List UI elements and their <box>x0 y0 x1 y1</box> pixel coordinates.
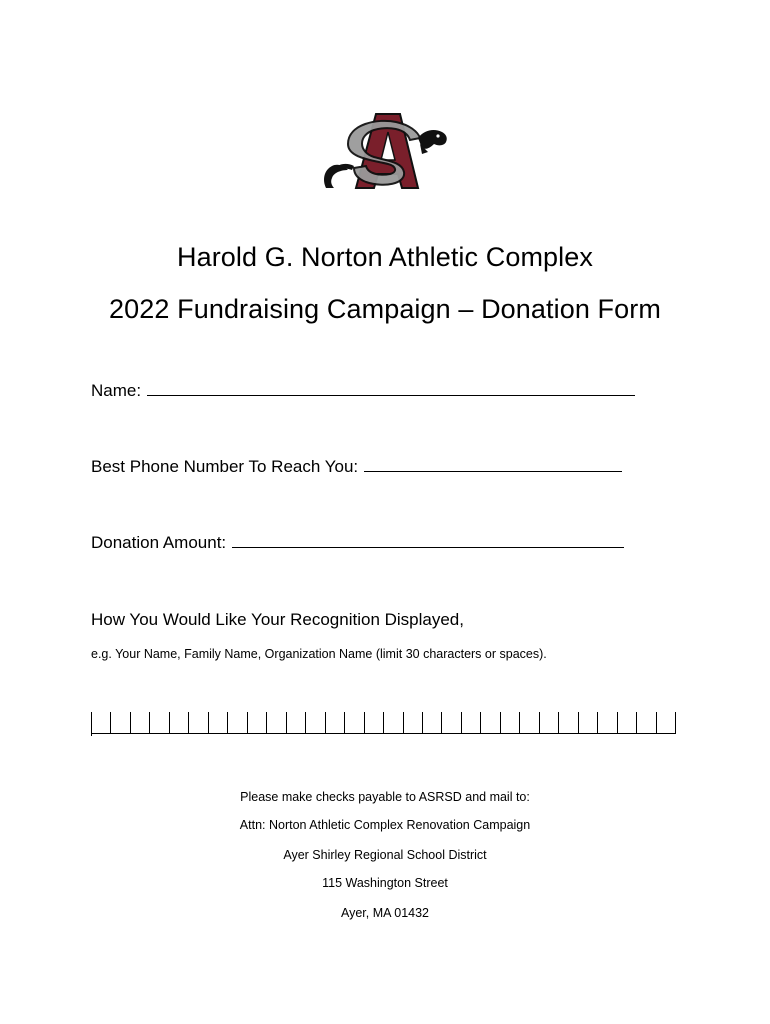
page-title-line2: 2022 Fundraising Campaign – Donation Form <box>109 294 661 324</box>
mailing-attn: Attn: Norton Athletic Complex Renovation Campaign <box>239 818 531 832</box>
recognition-example: e.g. Your Name, Family Name, Organization Name (limit 30 characters or spaces). <box>91 647 547 661</box>
char-box[interactable] <box>481 712 500 734</box>
char-box[interactable] <box>209 712 228 734</box>
donation-amount-field[interactable] <box>91 533 624 553</box>
char-box[interactable] <box>228 712 247 734</box>
char-box[interactable] <box>540 712 559 734</box>
mailing-instruction: Please make checks payable to ASRSD and mail to: <box>240 790 530 804</box>
char-box[interactable] <box>559 712 578 734</box>
name-field[interactable] <box>91 381 635 401</box>
char-box[interactable] <box>306 712 325 734</box>
name-blank[interactable] <box>147 381 635 396</box>
char-box[interactable] <box>404 712 423 734</box>
char-box[interactable] <box>248 712 267 734</box>
char-box[interactable] <box>365 712 384 734</box>
char-box[interactable] <box>520 712 539 734</box>
char-box[interactable] <box>423 712 442 734</box>
char-box[interactable] <box>170 712 189 734</box>
char-box[interactable] <box>92 712 111 734</box>
char-box[interactable] <box>111 712 130 734</box>
mailing-organization: Ayer Shirley Regional School District <box>283 848 487 862</box>
phone-field[interactable] <box>91 457 622 477</box>
char-box[interactable] <box>150 712 169 734</box>
char-box[interactable] <box>618 712 637 734</box>
char-box[interactable] <box>384 712 403 734</box>
char-box[interactable] <box>287 712 306 734</box>
char-box[interactable] <box>189 712 208 734</box>
recognition-char-boxes[interactable] <box>91 712 676 736</box>
name-label: Name: <box>91 381 142 400</box>
char-box[interactable] <box>501 712 520 734</box>
char-box[interactable] <box>442 712 461 734</box>
char-box[interactable] <box>637 712 656 734</box>
char-box[interactable] <box>579 712 598 734</box>
donation-amount-blank[interactable] <box>232 533 624 548</box>
char-box[interactable] <box>326 712 345 734</box>
char-box[interactable] <box>657 712 676 734</box>
mailing-city-state-zip: Ayer, MA 01432 <box>340 906 430 920</box>
page-title-line1: Harold G. Norton Athletic Complex <box>177 242 593 272</box>
asrsd-panther-logo-icon <box>318 108 450 200</box>
recognition-heading: How You Would Like Your Recognition Displayed, <box>91 610 464 629</box>
char-box[interactable] <box>462 712 481 734</box>
char-box[interactable] <box>345 712 364 734</box>
mailing-street: 115 Washington Street <box>322 876 448 890</box>
phone-label: Best Phone Number To Reach You: <box>91 457 359 476</box>
char-box[interactable] <box>598 712 617 734</box>
char-box[interactable] <box>131 712 150 734</box>
phone-blank[interactable] <box>364 457 622 472</box>
donation-amount-label: Donation Amount: <box>91 533 227 552</box>
char-box[interactable] <box>267 712 286 734</box>
